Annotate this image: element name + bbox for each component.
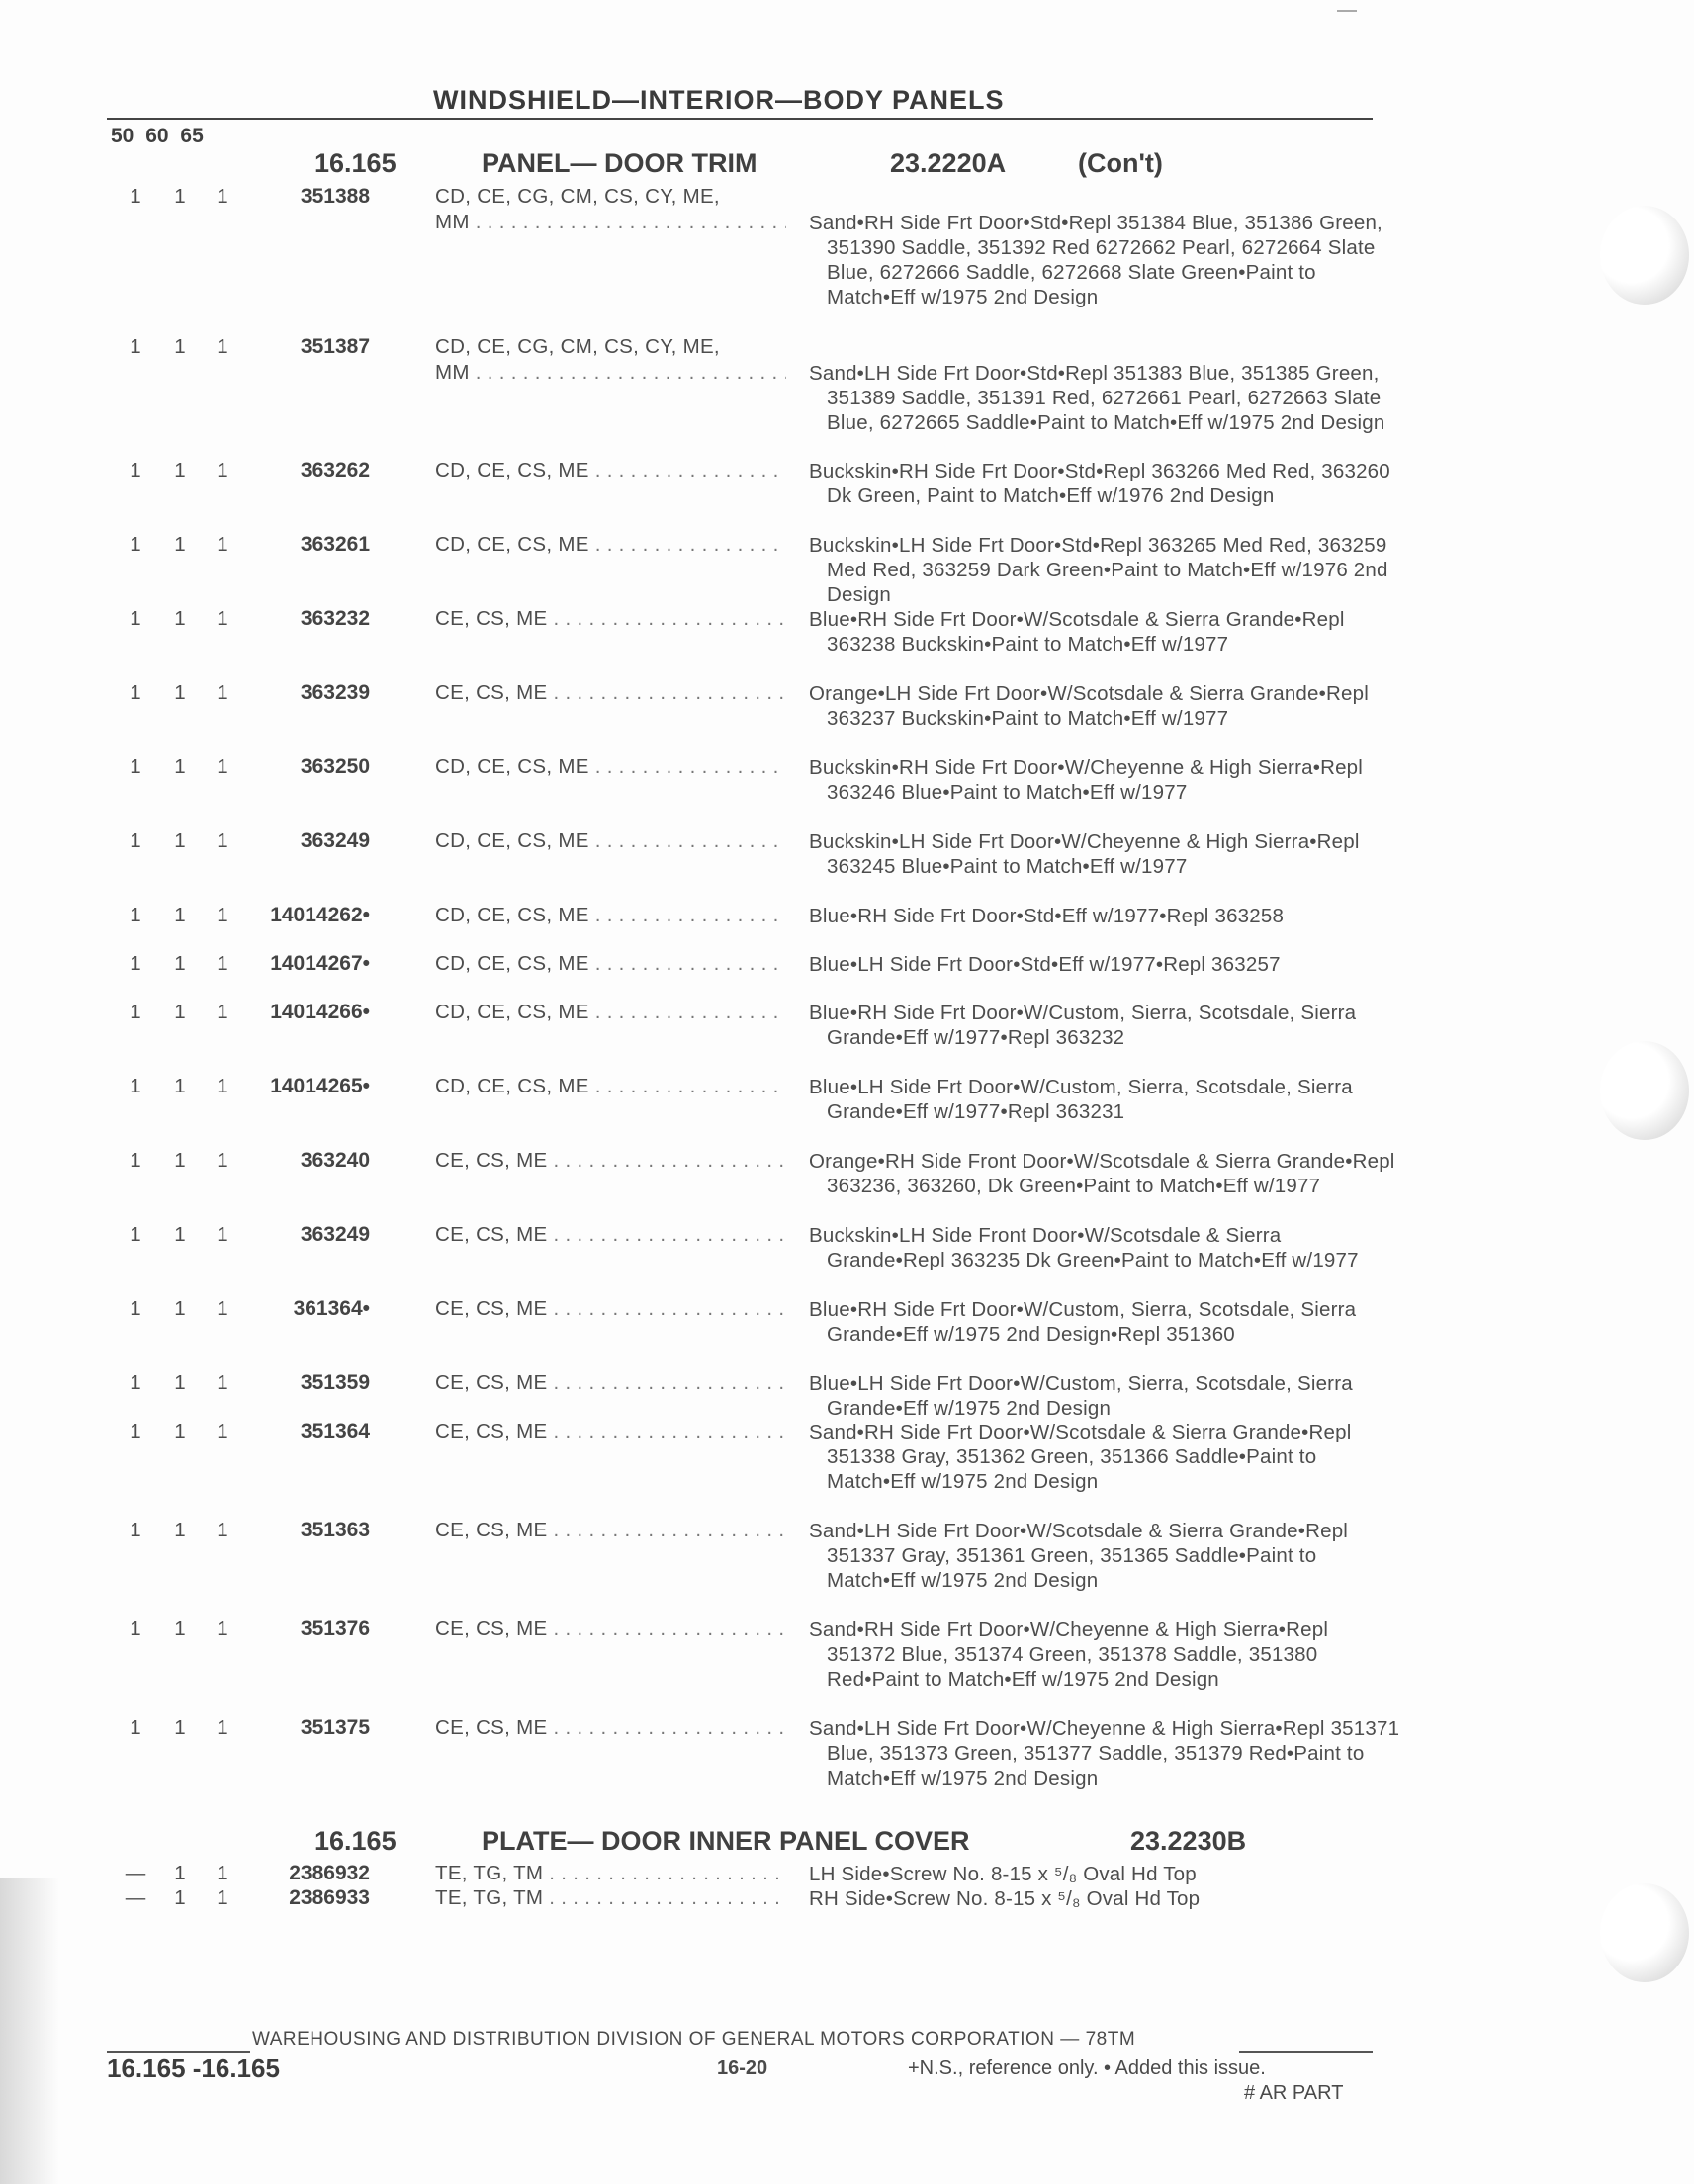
qty-60: 1 (174, 830, 186, 852)
qty-60: 1 (174, 681, 186, 704)
qty-60: 1 (174, 755, 186, 778)
part-description: Buckskin•LH Side Frt Door•W/Cheyenne & High Sierra•Repl 363245 Blue•Paint to Match•Eff w/1977 (809, 830, 1360, 878)
qty-50: 1 (130, 1297, 141, 1320)
model-codes: CD, CE, CS, ME . . . (435, 830, 786, 853)
qty-50: 1 (130, 1149, 141, 1172)
part-description: Buckskin•LH Side Frt Door•Std•Repl 363265 Med Red, 363259 Med Red, 363259 Dark Green•Paint to Match•Eff w/1976 2nd Design (809, 534, 1388, 606)
qty-50: 1 (130, 335, 141, 358)
model-codes: CD, CE, CS, ME . . . (435, 1001, 786, 1024)
model-codes: CE, CS, ME . . . (435, 1716, 786, 1740)
model-codes-cont: MM . . . (435, 211, 786, 234)
part-number: 351388 (300, 185, 370, 208)
part-description: LH Side•Screw No. 8-15 x ⁵/₈ Oval Hd Top (809, 1863, 1197, 1885)
part-description: Sand•LH Side Frt Door•W/Cheyenne & High Sierra•Repl 351371 Blue, 351373 Green, 351377 Saddle, 351379 Red•Paint to Match•Eff w/1975 2nd Design (809, 1717, 1400, 1790)
footer-rule (107, 2051, 250, 2053)
qty-50: 1 (130, 904, 141, 926)
qty-65: 1 (217, 1716, 228, 1739)
model-codes: CD, CE, CS, ME . . . (435, 904, 786, 927)
qty-60: 1 (174, 335, 186, 358)
footer-rule (1239, 2051, 1373, 2053)
footer-legend: +N.S., reference only. • Added this issue. (908, 2057, 1266, 2079)
part-number: 2386933 (289, 1886, 370, 1909)
qty-65: 1 (217, 1886, 228, 1909)
part-number: 363239 (300, 681, 370, 704)
qty-60: 1 (174, 1149, 186, 1172)
qty-50: 1 (130, 1223, 141, 1246)
qty-65: 1 (217, 952, 228, 975)
qty-65: 1 (217, 185, 228, 208)
part-description: Sand•RH Side Frt Door•W/Cheyenne & High Sierra•Repl 351372 Blue, 351374 Green, 351378 Saddle, 351380 Red•Paint to Match•Eff w/1975 2nd Design (809, 1618, 1329, 1691)
part-number: 14014267• (270, 952, 370, 975)
part-number: 363249 (300, 830, 370, 852)
part-description: Orange•LH Side Frt Door•W/Scotsdale & Sierra Grande•Repl 363237 Buckskin•Paint to Match•Eff w/1977 (809, 682, 1369, 730)
model-codes: CE, CS, ME . . . (435, 1617, 786, 1641)
qty-65: 1 (217, 681, 228, 704)
model-codes: CD, CE, CS, ME . . . (435, 755, 786, 779)
model-codes: CE, CS, ME . . . (435, 1519, 786, 1542)
binder-hole-top (1600, 206, 1689, 305)
part-number: 363249 (300, 1223, 370, 1246)
qty-60: 1 (174, 1371, 186, 1394)
qty-60: 1 (174, 533, 186, 556)
corner-mark (1337, 10, 1357, 12)
qty-65: 1 (217, 1297, 228, 1320)
section-continued: (Con't) (1078, 148, 1163, 178)
qty-50: 1 (130, 1519, 141, 1541)
part-description: Orange•RH Side Front Door•W/Scotsdale & Sierra Grande•Repl 363236, 363260, Dk Green•Paint to Match•Eff w/1977 (809, 1150, 1395, 1197)
section-name: PANEL— DOOR TRIM (482, 148, 758, 178)
qty-60: 1 (174, 1886, 186, 1909)
page-edge-shadow (0, 1878, 59, 2184)
part-number: 2386932 (289, 1862, 370, 1884)
qty-50: 1 (130, 1617, 141, 1640)
model-codes: CE, CS, ME . . . (435, 607, 786, 631)
footer-division: WAREHOUSING AND DISTRIBUTION DIVISION OF GENERAL MOTORS CORPORATION — 78TM (252, 2029, 1136, 2050)
qty-50: 1 (130, 1371, 141, 1394)
qty-60: 1 (174, 185, 186, 208)
qty-50: 1 (130, 185, 141, 208)
model-codes: TE, TG, TM . . . (435, 1886, 786, 1910)
part-number: 351363 (300, 1519, 370, 1541)
qty-65: 1 (217, 1001, 228, 1023)
part-description: Blue•RH Side Frt Door•W/Custom, Sierra, Scotsdale, Sierra Grande•Eff w/1975 2nd Design•Repl 351360 (809, 1298, 1357, 1346)
part-description: Buckskin•RH Side Frt Door•Std•Repl 363266 Med Red, 363260 Dk Green, Paint to Match•Eff w/1976 2nd Design (809, 460, 1390, 507)
qty-50: 1 (130, 1420, 141, 1442)
qty-50: 1 (130, 607, 141, 630)
part-description: Blue•LH Side Frt Door•Std•Eff w/1977•Repl 363257 (809, 953, 1281, 976)
qty-65: 1 (217, 1420, 228, 1442)
qty-50: 1 (130, 1075, 141, 1097)
qty-65: 1 (217, 830, 228, 852)
part-number: 351364 (300, 1420, 370, 1442)
model-codes-cont: MM . . . (435, 361, 786, 385)
qty-50: 1 (130, 681, 141, 704)
part-number: 351375 (300, 1716, 370, 1739)
model-codes: CE, CS, ME . . . (435, 1223, 786, 1247)
qty-60: 1 (174, 1420, 186, 1442)
page-number: 16-20 (717, 2057, 768, 2079)
qty-60: 1 (174, 607, 186, 630)
qty-50: 1 (130, 1001, 141, 1023)
part-description: Blue•LH Side Frt Door•W/Custom, Sierra, Scotsdale, Sierra Grande•Eff w/1977•Repl 363231 (809, 1076, 1353, 1123)
section-number: 16.165 (314, 1826, 397, 1856)
part-description: Buckskin•RH Side Frt Door•W/Cheyenne & High Sierra•Repl 363246 Blue•Paint to Match•Eff w/1977 (809, 756, 1364, 804)
model-codes: CD, CE, CS, ME . . . (435, 952, 786, 976)
part-description: Sand•RH Side Frt Door•Std•Repl 351384 Blue, 351386 Green, 351390 Saddle, 351392 Red 6272662 Pearl, 6272664 Slate Blue, 6272666 Saddle, 6272668 Slate Green•Paint to Match•Eff w/1975 2nd Design (809, 212, 1382, 308)
qty-60: 1 (174, 1716, 186, 1739)
qty-65: 1 (217, 459, 228, 481)
part-number: 363261 (300, 533, 370, 556)
qty-60: 1 (174, 1617, 186, 1640)
section-code: 23.2230B (1130, 1826, 1247, 1856)
qty-60: 1 (174, 904, 186, 926)
qty-60: 1 (174, 1862, 186, 1884)
qty-60: 1 (174, 952, 186, 975)
model-codes: CD, CE, CS, ME . . . (435, 533, 786, 557)
page-title: WINDSHIELD—INTERIOR—BODY PANELS (433, 85, 1005, 115)
part-number: 363232 (300, 607, 370, 630)
qty-60: 1 (174, 1297, 186, 1320)
part-description: Blue•RH Side Frt Door•Std•Eff w/1977•Repl 363258 (809, 905, 1285, 927)
part-number: 14014262• (270, 904, 370, 926)
footer-ar-part: # AR PART (1244, 2082, 1344, 2104)
qty-60: 1 (174, 1519, 186, 1541)
qty-50: — (125, 1862, 146, 1884)
part-description: Sand•LH Side Frt Door•Std•Repl 351383 Blue, 351385 Green, 351389 Saddle, 351391 Red, 6272661 Pearl, 6272663 Slate Blue, 6272665 Saddle•Paint to Match•Eff w/1975 2nd Design (809, 362, 1385, 434)
part-number: 351387 (300, 335, 370, 358)
qty-50: — (125, 1886, 146, 1909)
part-number: 351376 (300, 1617, 370, 1640)
model-codes: CD, CE, CG, CM, CS, CY, ME, (435, 185, 720, 208)
footer-section-range: 16.165 -16.165 (107, 2053, 280, 2083)
qty-50: 1 (130, 755, 141, 778)
model-codes: TE, TG, TM . . . (435, 1862, 786, 1885)
part-description: RH Side•Screw No. 8-15 x ⁵/₈ Oval Hd Top (809, 1887, 1201, 1910)
qty-50: 1 (130, 1716, 141, 1739)
part-number: 361364• (293, 1297, 370, 1320)
qty-50: 1 (130, 830, 141, 852)
part-number: 363240 (300, 1149, 370, 1172)
qty-60: 1 (174, 1001, 186, 1023)
model-codes: CD, CE, CG, CM, CS, CY, ME, (435, 335, 720, 358)
model-codes: CE, CS, ME . . . (435, 681, 786, 705)
qty-60: 1 (174, 1223, 186, 1246)
part-number: 363250 (300, 755, 370, 778)
model-codes: CE, CS, ME . . . (435, 1420, 786, 1443)
qty-65: 1 (217, 1223, 228, 1246)
section-name: PLATE— DOOR INNER PANEL COVER (482, 1826, 970, 1856)
qty-65: 1 (217, 607, 228, 630)
qty-65: 1 (217, 1149, 228, 1172)
title-rule (107, 118, 1373, 120)
qty-50: 1 (130, 533, 141, 556)
qty-60: 1 (174, 459, 186, 481)
part-description: Blue•LH Side Frt Door•W/Custom, Sierra, Scotsdale, Sierra Grande•Eff w/1975 2nd Design (809, 1372, 1353, 1420)
qty-65: 1 (217, 1519, 228, 1541)
qty-65: 1 (217, 755, 228, 778)
part-description: Buckskin•LH Side Front Door•W/Scotsdale & Sierra Grande•Repl 363235 Dk Green•Paint to Match•Eff w/1977 (809, 1224, 1359, 1271)
part-number: 14014266• (270, 1001, 370, 1023)
part-description: Sand•LH Side Frt Door•W/Scotsdale & Sierra Grande•Repl 351337 Gray, 351361 Green, 351365 Saddle•Paint to Match•Eff w/1975 2nd Design (809, 1520, 1349, 1592)
model-codes: CE, CS, ME . . . (435, 1149, 786, 1173)
model-codes: CD, CE, CS, ME . . . (435, 1075, 786, 1098)
model-codes: CD, CE, CS, ME . . . (435, 459, 786, 482)
qty-65: 1 (217, 1075, 228, 1097)
part-number: 363262 (300, 459, 370, 481)
part-description: Blue•RH Side Frt Door•W/Scotsdale & Sierra Grande•Repl 363238 Buckskin•Paint to Match•Eff w/1977 (809, 608, 1345, 655)
qty-60: 1 (174, 1075, 186, 1097)
section-number: 16.165 (314, 148, 397, 178)
qty-65: 1 (217, 1371, 228, 1394)
section-code: 23.2220A (890, 148, 1007, 178)
qty-65: 1 (217, 1617, 228, 1640)
qty-65: 1 (217, 533, 228, 556)
model-codes: CE, CS, ME . . . (435, 1297, 786, 1321)
qty-65: 1 (217, 904, 228, 926)
qty-50: 1 (130, 459, 141, 481)
binder-hole-middle (1600, 1041, 1689, 1140)
qty-65: 1 (217, 1862, 228, 1884)
part-number: 14014265• (270, 1075, 370, 1097)
part-description: Blue•RH Side Frt Door•W/Custom, Sierra, Scotsdale, Sierra Grande•Eff w/1977•Repl 363232 (809, 1002, 1357, 1049)
part-description: Sand•RH Side Frt Door•W/Scotsdale & Sierra Grande•Repl 351338 Gray, 351362 Green, 351366 Saddle•Paint to Match•Eff w/1975 2nd Design (809, 1421, 1352, 1493)
model-year-headers: 50 60 65 (111, 125, 204, 147)
model-codes: CE, CS, ME . . . (435, 1371, 786, 1395)
qty-50: 1 (130, 952, 141, 975)
binder-hole-bottom (1600, 1883, 1689, 1982)
qty-65: 1 (217, 335, 228, 358)
part-number: 351359 (300, 1371, 370, 1394)
